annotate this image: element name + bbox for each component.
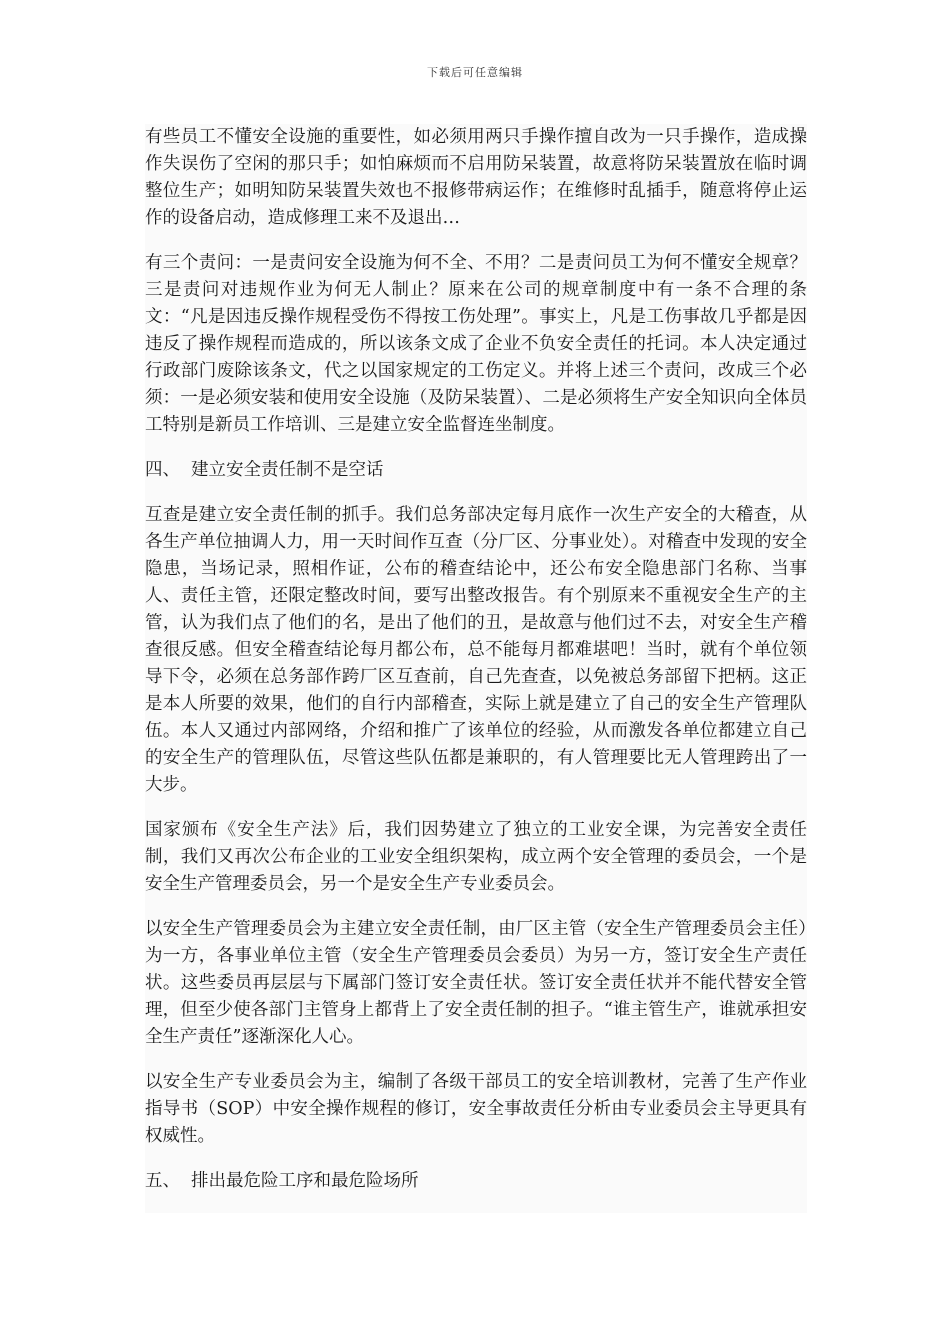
paragraph-safety-law: 国家颁布《安全生产法》后，我们因势建立了独立的工业安全课，为完善安全责任制，我们又再次公布企业的工业安全组织架构，成立两个安全管理的委员会，一个是安全生产管理委员会，另一个是安全生产专业委员会。 — [145, 820, 807, 894]
section-number: 四、 — [145, 460, 180, 480]
paragraph-three-questions: 有三个责问：一是责问安全设施为何不全、不用？二是责问员工为何不懂安全规章？三是责问对违规作业为何无人制止？原来在公司的规章制度中有一条不合理的条文：“凡是因违反操作规程受伤不得按工伤处理”。事实上，凡是工伤事故几乎都是因违反了操作规程而造成的，所以该条文成了企业不负安全责任的托词。本人决定通过行政部门废除该条文，代之以国家规定的工伤定义。并将上述三个责问，改成三个必须：一是必须安装和使用安全设施（及防呆装置）、二是必须将生产安全知识向全体员工特别是新员工作培训、三是建立安全监督连坐制度。 — [145, 253, 807, 435]
document-body — [145, 124, 807, 1213]
section-number: 五、 — [145, 1171, 180, 1191]
paragraph-safety-facilities: 有些员工不懂安全设施的重要性，如必须用两只手操作擅自改为一只手操作，造成操作失误伤了空闲的那只手；如怕麻烦而不启用防呆装置，故意将防呆装置放在临时调整位生产；如明知防呆装置失效也不报修带病运作；在维修时乱插手，随意将停止运作的设备启动，造成修理工来不及退出… — [145, 127, 807, 228]
section-title: 排出最危险工序和最危险场所 — [191, 1171, 419, 1191]
paragraph-management-committee: 以安全生产管理委员会为主建立安全责任制，由厂区主管（安全生产管理委员会主任）为一方，各事业单位主管（安全生产管理委员会委员）为另一方，签订安全生产责任状。这些委员再层层与下属部门签订安全责任状。签订安全责任状并不能代替安全管理，但至少使各部门主管身上都背上了安全责任制的担子。“谁主管生产，谁就承担安全生产责任”逐渐深化人心。 — [145, 919, 807, 1047]
paragraph-professional-committee: 以安全生产专业委员会为主，编制了各级干部员工的安全培训教材，完善了生产作业指导书（SOP）中安全操作规程的修订，安全事故责任分析由专业委员会主导更具有权威性。 — [145, 1072, 807, 1146]
section-title: 建立安全责任制不是空话 — [191, 460, 384, 480]
paragraph-mutual-inspection: 互查是建立安全责任制的抓手。我们总务部决定每月底作一次生产安全的大稽查，从各生产单位抽调人力，用一天时间作互查（分厂区、分事业处）。对稽查中发现的安全隐患，当场记录，照相作证，公布的稽查结论中，还公布安全隐患部门名称、当事人、责任主管，还限定整改时间，要写出整改报告。有个别原来不重视安全生产的主管，认为我们点了他们的名，是出了他们的丑，是故意与他们过不去，对安全生产稽查很反感。但安全稽查结论每月都公布，总不能每月都难堪吧！当时，就有个单位领导下令，必须在总务部作跨厂区互查前，自己先查查，以免被总务部留下把柄。这正是本人所要的效果，他们的自行内部稽查，实际上就是建立了自己的安全生产管理队伍。本人又通过内部网络，介绍和推广了该单位的经验，从而激发各单位都建立自己的安全生产的管理队伍，尽管这些队伍都是兼职的，有人管理要比无人管理跨出了一大步。 — [145, 505, 807, 795]
section-heading-5 — [145, 1168, 807, 1195]
section-heading-4 — [145, 457, 807, 484]
page-header: 下载后可任意编辑 — [427, 66, 523, 79]
